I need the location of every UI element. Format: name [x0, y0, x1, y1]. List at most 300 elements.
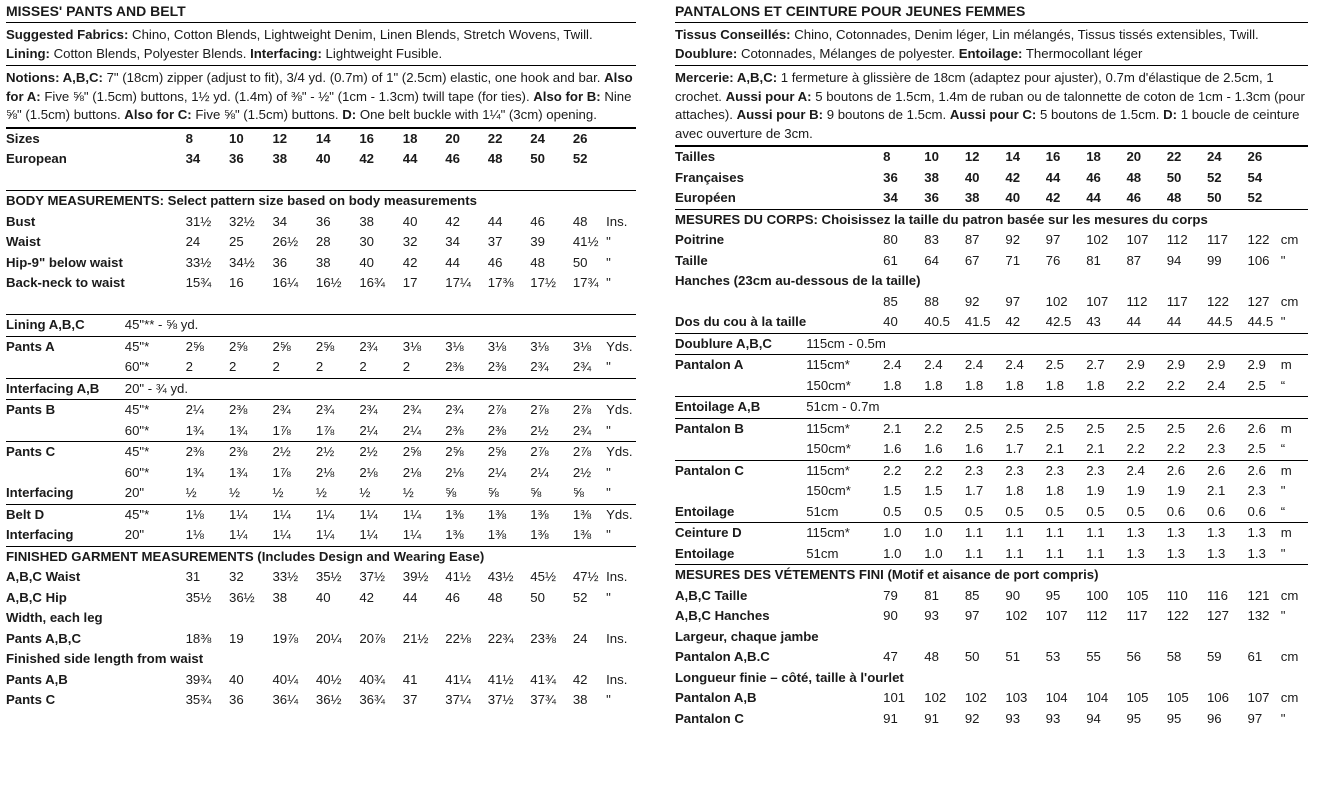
unit-label: m	[1281, 523, 1308, 544]
size-value: 2½	[530, 422, 549, 438]
size-value: 44.5	[1206, 314, 1233, 329]
unit-label: "	[606, 464, 611, 480]
size-value: 1¼	[315, 527, 335, 542]
row-label: Waist	[6, 234, 41, 249]
row-label: Dos du cou à la taille	[675, 314, 807, 329]
fabric-width: 150cm*	[806, 377, 851, 393]
size-value: 90	[883, 608, 898, 623]
table-row	[675, 188, 1308, 209]
size-value: 107	[1126, 232, 1149, 247]
size-value: 46	[1086, 169, 1101, 185]
lining-text: Cotonnades, Mélanges de polyester.	[737, 45, 959, 61]
table-row	[6, 170, 636, 191]
size-value: 2.2	[924, 460, 965, 481]
table-row	[675, 565, 1308, 586]
size-value: 1⅞	[272, 464, 291, 480]
fabric-width	[806, 147, 883, 168]
size-value: 2	[272, 359, 280, 374]
size-value: 1.8	[924, 377, 943, 393]
size-value: 95	[1126, 710, 1142, 726]
table-row	[6, 357, 636, 378]
size-value: 3⅛	[530, 336, 573, 357]
row-label: Françaises	[675, 169, 744, 185]
size-value: 1.0	[924, 545, 943, 561]
row-label: Pants A,B,C	[6, 630, 81, 646]
size-value: 1¼	[272, 504, 315, 525]
unit-label	[1281, 147, 1308, 168]
fabric-width: 60"*	[124, 359, 150, 374]
size-value: 16¾	[359, 275, 385, 290]
size-value: 18⅜	[185, 630, 212, 646]
size-value: 2.2	[1126, 441, 1145, 456]
unit-label: cm	[1280, 293, 1299, 309]
french-column	[675, 0, 1308, 729]
size-value: 2.4	[883, 355, 924, 376]
size-value: 97	[964, 608, 980, 623]
size-value: 22	[488, 128, 531, 149]
unit-label	[1281, 168, 1308, 189]
size-value: 2	[229, 359, 237, 374]
unit-label: "	[1280, 252, 1286, 268]
row-label: Tailles	[675, 147, 806, 168]
size-value: 46	[445, 589, 460, 605]
size-value: 16¼	[272, 275, 299, 290]
fabrics-label: Tissus Conseillés:	[675, 27, 791, 42]
size-value: 42	[1005, 314, 1021, 329]
table-row	[675, 668, 1308, 689]
unit-label: "	[606, 485, 611, 500]
size-value: 2.5	[1046, 418, 1087, 439]
d-label: D:	[342, 107, 357, 122]
size-value: 127	[1206, 608, 1229, 623]
size-value: 121	[1247, 587, 1270, 603]
size-value: 25	[229, 234, 244, 249]
size-value: 2⅞	[573, 400, 606, 421]
size-value: 12	[965, 147, 1006, 168]
row-label: A,B,C Hip	[6, 589, 67, 605]
size-value: 1⅜	[572, 527, 592, 542]
size-value: 96	[1206, 710, 1222, 726]
size-value: 102	[1045, 293, 1068, 309]
fabric-width: 45"*	[125, 400, 186, 421]
size-value: 2.7	[1086, 355, 1126, 376]
size-value: 31	[185, 569, 201, 584]
size-value: 44	[445, 254, 460, 270]
size-value: 35½	[185, 589, 212, 605]
size-value: 2.5	[1005, 418, 1045, 439]
size-value: 112	[1126, 293, 1148, 309]
fabric-width	[806, 688, 883, 709]
size-value: ⅝	[445, 485, 457, 500]
size-value: 38	[924, 169, 939, 185]
size-value: 116	[1206, 587, 1228, 603]
size-value: 122	[1206, 293, 1229, 309]
row-label: Pantalon B	[675, 418, 806, 439]
size-value: 112	[1166, 232, 1188, 247]
unit-label: Yds.	[606, 504, 636, 525]
size-value: 122	[1247, 232, 1270, 247]
size-value: 40.5	[924, 314, 950, 329]
size-value: ⅝	[487, 485, 499, 500]
table-row	[6, 294, 636, 315]
size-value: 32	[402, 234, 418, 249]
unit-label: "	[1280, 545, 1286, 561]
row-heading: BODY MEASUREMENTS: Select pattern size based on body measurements	[6, 191, 636, 212]
size-value: 117	[1126, 608, 1148, 623]
table-row	[675, 376, 1308, 397]
size-value: 2.5	[1247, 377, 1266, 393]
fabric-width	[806, 709, 883, 730]
unit-label: "	[606, 527, 611, 542]
size-value: 103	[1005, 690, 1028, 705]
row-label: Bust	[6, 213, 36, 229]
size-value: 1⅜	[530, 527, 549, 542]
size-value: 50	[1206, 190, 1222, 205]
also-a-text: Five ⅝" (1.5cm) buttons, 1½ yd. (1.4m) of ⅜" - ½" (1cm - 1.3cm) twill tape (for ties).	[40, 88, 534, 104]
size-value: 36½	[229, 589, 255, 605]
size-value: 2⅝	[488, 442, 531, 463]
size-value: 2¼	[359, 422, 378, 438]
size-value: 52	[572, 589, 588, 605]
size-value: 2⅜	[229, 442, 272, 463]
size-value: 2.6	[1207, 460, 1248, 481]
table-row	[675, 647, 1308, 668]
size-value: 1¼	[229, 504, 272, 525]
size-value: 48	[924, 649, 939, 664]
row-spacer	[6, 294, 636, 315]
size-value: 2.1	[1206, 483, 1226, 498]
size-value: 50	[572, 254, 588, 270]
size-value: 55	[1086, 649, 1101, 664]
size-value: 38	[272, 589, 288, 605]
size-value: 36	[272, 254, 288, 270]
size-value: 1.8	[1045, 377, 1064, 393]
size-value: 20	[445, 128, 488, 149]
table-row	[6, 463, 636, 484]
size-value: 2¾	[572, 359, 592, 374]
size-value: 17	[402, 275, 418, 290]
size-value: 1¼	[272, 527, 291, 542]
size-value: 46	[445, 151, 460, 166]
size-value: 91	[883, 710, 898, 726]
size-value: 2½	[316, 442, 359, 463]
size-value: 1¼	[359, 504, 402, 525]
size-value: 1¾	[185, 422, 204, 438]
size-value: 2.3	[1247, 483, 1266, 498]
also-a-label: Aussi pour A:	[725, 88, 812, 104]
row-label: Poitrine	[675, 232, 725, 247]
d-text: One belt buckle with 1¼" (3cm) opening.	[356, 107, 597, 122]
size-value: 2⅞	[530, 400, 573, 421]
fabric-width	[806, 230, 883, 251]
table-row	[6, 546, 636, 567]
row-label: A,B,C Hanches	[675, 608, 770, 623]
size-value: 2⅝	[272, 336, 315, 357]
table-row	[675, 355, 1308, 376]
size-value: 2¾	[359, 336, 402, 357]
size-value: 1.8	[1086, 377, 1105, 393]
row-label: Pants B	[6, 400, 125, 421]
unit-label: Ins.	[606, 213, 628, 229]
row-label: European	[6, 151, 67, 166]
size-value: 1¾	[185, 464, 204, 480]
size-value: 48	[1166, 190, 1182, 205]
size-value: 2⅜	[445, 422, 464, 438]
size-value: 107	[1247, 690, 1270, 705]
size-value: 2⅛	[359, 464, 378, 480]
row-label: A,B,C Taille	[675, 587, 748, 603]
size-value: 85	[883, 293, 898, 309]
size-value: 40	[315, 589, 331, 605]
size-value: 40	[229, 671, 244, 687]
size-value: 42	[359, 589, 374, 605]
row-label	[675, 376, 806, 397]
size-value: 41¼	[445, 671, 471, 687]
table-row	[675, 312, 1308, 333]
unit-label: cm	[1280, 587, 1299, 603]
size-value: 95	[1045, 587, 1061, 603]
english-column	[6, 0, 636, 711]
unit-label	[606, 149, 636, 170]
fabric-width: 115cm*	[806, 523, 883, 544]
size-value: 1.6	[883, 441, 902, 456]
unit-label: "	[606, 234, 611, 249]
size-value: 38	[272, 151, 288, 166]
size-value: 54	[1247, 169, 1263, 185]
fabric-width	[125, 212, 186, 233]
table-row	[6, 649, 636, 670]
size-value: 1.3	[1126, 545, 1145, 561]
size-value: 36½	[315, 692, 342, 707]
size-value: 2¼	[186, 400, 229, 421]
table-row	[6, 629, 636, 650]
fabric-width	[125, 232, 186, 253]
size-value: 59	[1206, 649, 1222, 664]
size-value: 2¾	[272, 400, 315, 421]
table-row	[675, 147, 1308, 168]
table-row	[675, 586, 1308, 607]
size-value: 17½	[530, 275, 556, 290]
size-value: 0.6	[1166, 503, 1186, 519]
size-value: 97	[1045, 232, 1061, 247]
size-value: 18	[1086, 147, 1126, 168]
size-value: 102	[924, 690, 947, 705]
row-heading: MESURES DU CORPS: Choisissez la taille du patron basée sur les mesures du corps	[675, 209, 1308, 230]
fabric-width	[806, 251, 883, 272]
d-text: 1 boucle de ceinture avec ouverture de 3cm.	[675, 107, 1300, 141]
size-value: 8	[186, 128, 229, 149]
fabric-width	[806, 312, 883, 333]
size-value: 1⅜	[488, 504, 531, 525]
fabric-width: 51cm - 0.7m	[806, 397, 1308, 419]
fabric-width	[125, 253, 186, 274]
size-value: 94	[1086, 710, 1101, 726]
row-label: Pants C	[6, 442, 125, 463]
size-value: 34	[272, 213, 288, 229]
size-value: 2.4	[924, 355, 965, 376]
size-value: 1⅞	[272, 422, 291, 438]
size-value: 2.3	[1005, 460, 1045, 481]
unit-label: cm	[1280, 649, 1299, 664]
unit-label: Yds.	[606, 400, 636, 421]
fabric-width: 150cm*	[806, 441, 851, 456]
size-value: 1.1	[1005, 545, 1024, 561]
size-value: 45½	[530, 569, 556, 584]
size-value: 44	[487, 213, 503, 229]
size-value: 42	[1045, 190, 1061, 205]
size-value: 83	[924, 232, 939, 247]
size-value: 50	[530, 589, 545, 605]
size-value: 35¾	[185, 692, 212, 707]
size-value: 132	[1247, 608, 1270, 623]
size-value: 24	[530, 128, 573, 149]
size-value: 1.8	[1045, 483, 1064, 498]
size-value: 34	[445, 234, 460, 249]
fabric-width: 20" - ¾ yd.	[125, 378, 636, 400]
table-row	[6, 212, 636, 233]
table-row	[675, 460, 1308, 481]
size-value: 18	[403, 128, 446, 149]
size-value: 67	[964, 252, 980, 268]
size-value: 0.5	[1045, 503, 1064, 519]
row-label: Entoilage A,B	[675, 397, 806, 419]
size-value: 22¾	[487, 630, 514, 646]
fabrics-text: Chino, Cotton Blends, Lightweight Denim, Linen Blends, Stretch Wovens, Twill.	[128, 27, 593, 42]
size-value: 79	[883, 587, 898, 603]
size-value: 2⅜	[487, 359, 507, 374]
notions-paragraph	[675, 66, 1308, 146]
unit-label: Ins.	[606, 671, 628, 687]
table-row	[675, 397, 1308, 419]
row-label: Pantalon C	[675, 460, 806, 481]
size-value: 46	[530, 213, 545, 229]
fabric-width: 115cm*	[806, 460, 883, 481]
size-value: 1.9	[1126, 483, 1145, 498]
fabric-width: 45"*	[125, 442, 186, 463]
size-value: 92	[964, 710, 980, 726]
size-value: 1¼	[402, 527, 422, 542]
table-row	[6, 378, 636, 400]
size-value: 56	[1126, 649, 1142, 664]
table-row	[6, 670, 636, 691]
size-value: 44	[402, 589, 418, 605]
size-value: 39	[530, 234, 545, 249]
table-row	[6, 232, 636, 253]
size-value: 48	[487, 151, 503, 166]
table-row	[675, 251, 1308, 272]
size-value: 1.1	[1086, 545, 1105, 561]
size-value: 23⅜	[530, 630, 556, 646]
row-label: Pants A,B	[6, 671, 68, 687]
size-value: 2	[402, 359, 411, 374]
size-value: 0.5	[1126, 503, 1145, 519]
unit-label: “	[1280, 441, 1286, 456]
size-value: 2¾	[403, 400, 446, 421]
size-value: 2.9	[1207, 355, 1248, 376]
table-row	[675, 439, 1308, 460]
size-value: 2.1	[1086, 441, 1105, 456]
size-value: 40½	[315, 671, 342, 687]
size-value: 40	[964, 169, 980, 185]
size-value: 1.3	[1206, 545, 1226, 561]
row-label: Hip-9" below waist	[6, 254, 123, 270]
unit-label: "	[606, 692, 611, 707]
notions-label: Mercerie: A,B,C:	[675, 70, 778, 85]
size-value: 1.3	[1126, 523, 1166, 544]
row-heading: Finished side length from waist	[6, 651, 204, 666]
size-value: 117	[1206, 232, 1228, 247]
table-row	[675, 709, 1308, 730]
row-label: Pantalon C	[675, 710, 744, 726]
size-value: 50	[964, 649, 980, 664]
size-value: 10	[924, 147, 965, 168]
row-label: Doublure A,B,C	[675, 333, 806, 355]
table-row	[6, 608, 636, 629]
size-value: 30	[359, 234, 374, 249]
row-label	[6, 421, 125, 442]
size-value: 28	[315, 234, 331, 249]
size-value: ½	[229, 485, 240, 500]
also-b-text: Nine ⅝" (1.5cm) buttons.	[6, 88, 632, 122]
size-value: 44	[1086, 190, 1101, 205]
unit-label: m	[1281, 355, 1308, 376]
row-heading: FINISHED GARMENT MEASUREMENTS (Includes Design and Wearing Ease)	[6, 546, 636, 567]
size-value: 101	[883, 690, 906, 705]
size-value: 39¾	[185, 671, 212, 687]
fabric-width: 150cm*	[806, 483, 851, 498]
size-value: 16	[229, 275, 244, 290]
size-value: ½	[315, 485, 327, 500]
unit-label: m	[1281, 418, 1308, 439]
unit-label: m	[1281, 460, 1308, 481]
size-value: 2¼	[487, 464, 507, 480]
notions-label: Notions: A,B,C:	[6, 70, 103, 85]
size-value: 44	[1166, 314, 1182, 329]
also-c-text: 5 boutons de 1.5cm.	[1036, 107, 1164, 122]
size-value: 2.6	[1207, 418, 1248, 439]
size-value: 37½	[359, 569, 385, 584]
size-value: 1.1	[1045, 545, 1064, 561]
size-value: 1.1	[1046, 523, 1087, 544]
fabric-width	[125, 273, 186, 294]
size-value: 16	[1046, 147, 1087, 168]
notions-paragraph	[6, 66, 636, 128]
fabric-width	[806, 168, 883, 189]
table-row	[6, 400, 636, 421]
table-row	[6, 690, 636, 711]
table-row	[6, 273, 636, 294]
fabric-width: 51cm	[806, 545, 839, 561]
size-value: 41½	[487, 671, 514, 687]
size-value: 1.5	[883, 483, 902, 498]
size-value: 2.2	[1166, 441, 1186, 456]
size-value: 20¼	[315, 630, 342, 646]
size-value: 44.5	[1247, 314, 1274, 329]
size-value: 40	[1005, 190, 1021, 205]
interfacing-label: Entoilage:	[958, 45, 1023, 61]
size-value: 34½	[229, 254, 255, 270]
size-value: 39½	[402, 569, 429, 584]
size-value: 93	[1005, 710, 1021, 726]
table-row	[6, 442, 636, 463]
size-value: 61	[1247, 649, 1263, 664]
size-value: 1.8	[883, 377, 902, 393]
size-value: 2⅛	[315, 464, 335, 480]
also-c-label: Aussi pour C:	[949, 107, 1037, 122]
lining-text: Cotton Blends, Polyester Blends.	[49, 45, 251, 61]
size-value: 1⅛	[185, 527, 204, 542]
size-value: 38	[315, 254, 331, 270]
